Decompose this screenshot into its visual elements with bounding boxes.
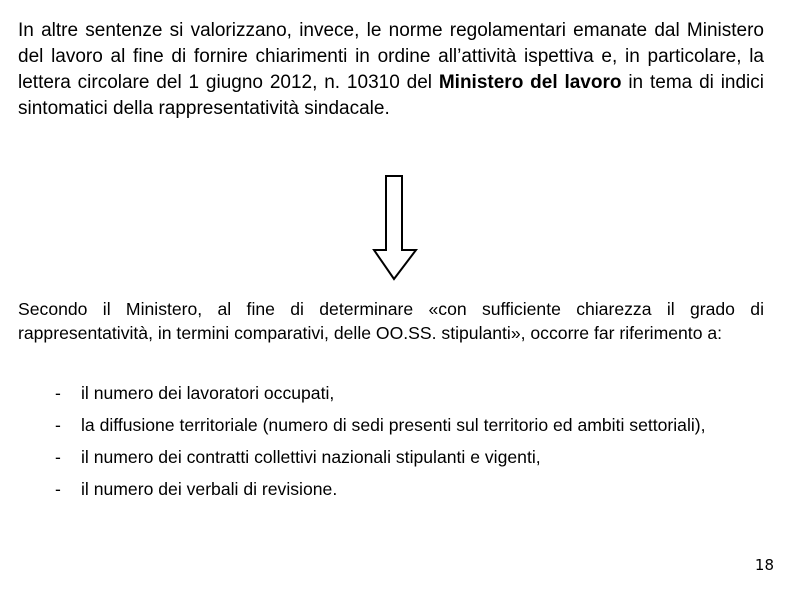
list-item bbox=[18, 381, 764, 405]
list-item-text: il numero dei verbali di revisione. bbox=[81, 479, 338, 499]
list-item bbox=[18, 413, 764, 437]
page-number: 18 bbox=[754, 556, 774, 574]
intro-text-end: in tema di indici sintomatici della rappresentatività sindacale. bbox=[18, 72, 765, 119]
criteria-list bbox=[18, 381, 764, 509]
intro-text-start: In altre sentenze si valorizzano, invece, le norme regolamentari emanate dal Ministero del lavoro al fine di fornire chiarimenti in ordine all’attività ispettiva e, in particolare, la lettera circolare del 1 giugno 2012, n. 10310 del bbox=[18, 20, 764, 93]
list-item bbox=[18, 477, 764, 501]
intro-paragraph bbox=[18, 18, 764, 122]
list-item bbox=[18, 445, 764, 469]
list-bullet: - bbox=[55, 383, 61, 403]
list-bullet: - bbox=[55, 415, 61, 435]
intro-text-bold: Ministero del lavoro bbox=[438, 72, 622, 93]
ministry-paragraph: Secondo il Ministero, al fine di determinare «con sufficiente chiarezza il grado di rappresentatività, in termini comparativi, delle OO.SS. stipulanti», occorre far riferimento a: bbox=[18, 299, 764, 343]
list-item-text: la diffusione territoriale (numero di sedi presenti sul territorio ed ambiti settoriali), bbox=[81, 415, 706, 435]
list-bullet: - bbox=[55, 479, 61, 499]
list-item-text: il numero dei lavoratori occupati, bbox=[81, 383, 335, 403]
list-bullet: - bbox=[55, 447, 61, 467]
list-item-text: il numero dei contratti collettivi nazionali stipulanti e vigenti, bbox=[81, 447, 541, 467]
down-arrow-icon bbox=[372, 175, 418, 281]
